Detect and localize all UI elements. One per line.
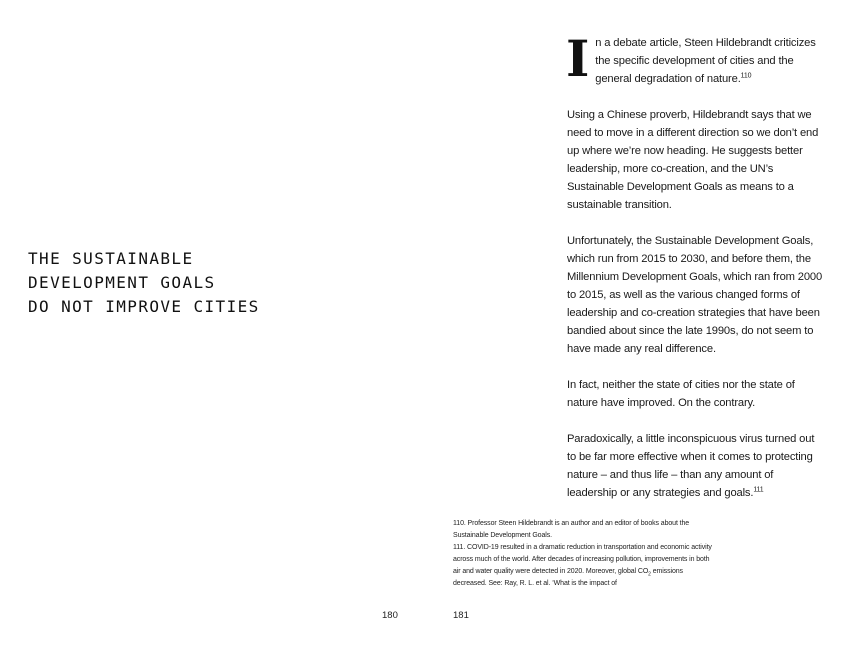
body-paragraph: Unfortunately, the Sustainable Development Goals, which run from 2015 to 2030, and before them, the Millennium Development Goals, which ran from 2000 to 2015, as well as the various changed forms of leadership and co-creation strategies that have been bandied about since the late 1990s, do not seem to have made any real difference. <box>567 235 823 355</box>
footnote-110: 110. Professor Steen Hildebrandt is an author and an editor of books about the Sustainable Development Goals. <box>453 520 690 539</box>
chapter-title-line: DO NOT IMPROVE CITIES <box>28 297 260 316</box>
right-page <box>425 0 850 652</box>
body-paragraph-last <box>567 430 825 502</box>
footnote-ref-111[interactable]: 111 <box>753 486 764 494</box>
footnote-111-text-cont: emissions decreased. See: Ray, R. L. et al. ‘What is the impact of <box>453 568 683 587</box>
page-number-right: 181 <box>453 610 469 621</box>
last-paragraph-text: Paradoxically, a little inconspicuous virus turned out to be far more effective when it comes to protecting nature – and thus life – than any amount of leadership or any strategies and goals. <box>567 433 815 499</box>
page-number-left: 180 <box>382 610 398 621</box>
intro-paragraph <box>566 29 825 88</box>
body-paragraph: In fact, neither the state of cities nor the state of nature have improved. On the contrary. <box>567 379 795 409</box>
drop-cap: I <box>566 29 590 88</box>
chapter-title-line: THE SUSTAINABLE <box>28 249 194 268</box>
footnote-111 <box>453 542 713 590</box>
footnote-111-text: 111. COVID-19 resulted in a dramatic reduction in transportation and economic activity across much of the world. After decades of increasing pollution, improvements in both air and water quality were detected in 2020. Moreover, global CO <box>453 544 712 575</box>
footnote-ref-110[interactable]: 110 <box>740 72 752 80</box>
footnote-111-subscript: 2 <box>648 571 651 578</box>
intro-text: n a debate article, Steen Hildebrandt criticizes the specific development of cities and the general degradation of nature. <box>595 37 816 85</box>
body-text <box>566 29 825 520</box>
chapter-title-line: DEVELOPMENT GOALS <box>28 273 216 292</box>
body-paragraph: Using a Chinese proverb, Hildebrandt says that we need to move in a different direction so we don’t end up where we’re now heading. He suggests better leadership, more co-creation, and the UN’s Sustainable Development Goals as means to a sustainable transition. <box>567 109 819 211</box>
chapter-title <box>28 247 260 319</box>
footnotes <box>453 518 713 590</box>
